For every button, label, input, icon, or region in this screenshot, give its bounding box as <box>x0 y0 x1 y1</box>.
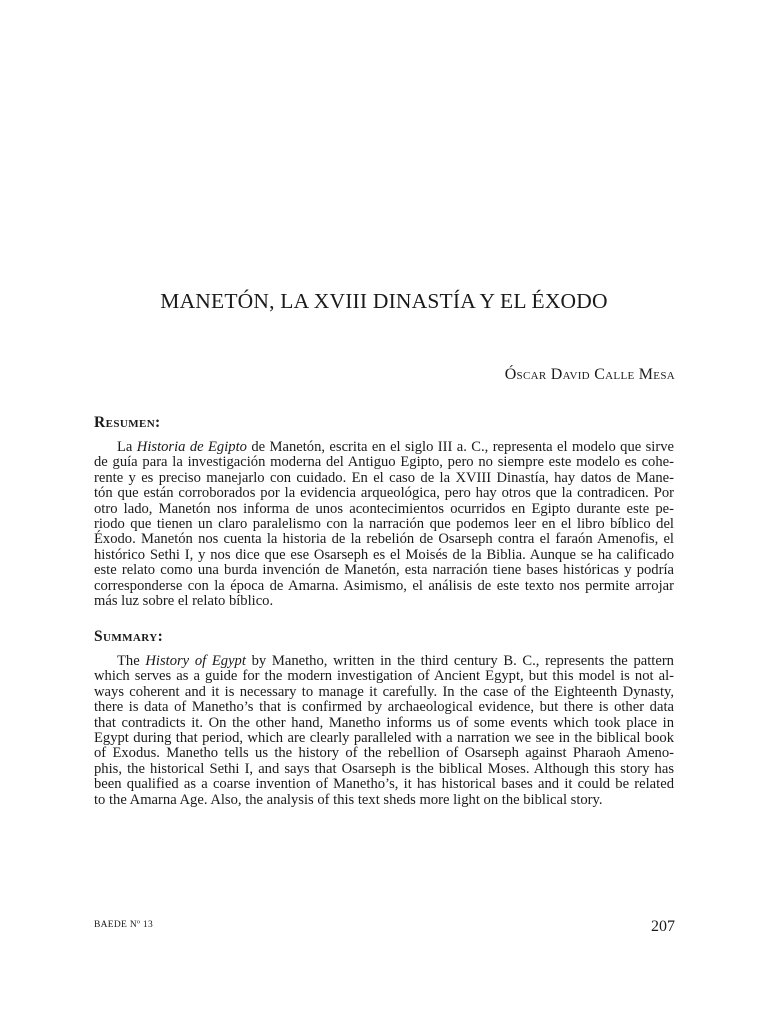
abstract-line: of Exodus. Manetho tells us the history of the rebellion of Osarseph against Pharaoh Ameno- <box>94 745 674 762</box>
abstract-line: riodo que tienen un claro paralelismo con la narración que podemos leer en el libro bíblico del <box>94 516 674 533</box>
abstract-line: rente y es preciso manejarlo con cuidado. En el caso de la XVIII Dinastía, hay datos de Mane- <box>94 469 674 486</box>
abstract-text: La <box>117 439 137 455</box>
abstract-text: de Manetón, escrita en el siglo III a. C., representa el modelo que sirve <box>246 439 674 455</box>
abstract-line: más luz sobre el relato bíblico. <box>94 593 274 610</box>
journal-issue: BAEDE Nº 13 <box>94 920 154 930</box>
abstract-line: este relato como una burda invención de Manetón, esta narración tiene bases históricas y podría <box>94 562 674 579</box>
abstract-text: The <box>117 653 146 669</box>
article-title: MANETÓN, LA XVIII DINASTÍA Y EL ÉXODO <box>160 289 608 313</box>
page-number: 207 <box>651 918 675 935</box>
abstract-line: de guía para la investigación moderna del Antiguo Egipto, pero no siempre este modelo es cohe- <box>94 454 674 471</box>
abstract-line: corresponderse con la época de Amarna. Asimismo, el análisis de este texto nos permite arrojar <box>94 577 674 594</box>
resumen-abstract <box>94 440 674 609</box>
book-title-italic: History of Egypt <box>145 653 246 669</box>
abstract-line: histórico Sethi I, y nos dice que ese Osarseph es el Moisés de la Biblia. Aunque se ha calificado <box>94 546 674 563</box>
book-title-italic: Historia de Egipto <box>136 439 247 455</box>
abstract-text: by Manetho, written in the third century B. C., represents the pattern <box>245 653 674 669</box>
author-name: Óscar David Calle Mesa <box>504 366 675 383</box>
abstract-line: Egypt during that period, which are clearly paralleled with a narration we see in the biblical book <box>94 730 674 747</box>
abstract-line: phis, the historical Sethi I, and says that Osarseph is the biblical Moses. Although this story has <box>94 760 674 777</box>
abstract-line: that contradicts it. On the other hand, Manetho informs us of some events which took place in <box>94 714 674 731</box>
summary-abstract <box>94 654 674 808</box>
summary-heading: Summary: <box>94 628 164 645</box>
abstract-line: ways coherent and it is necessary to manage it carefully. In the case of the Eighteenth Dynasty, <box>94 683 674 700</box>
abstract-line: which serves as a guide for the modern investigation of Ancient Egypt, but this model is not al- <box>94 668 674 685</box>
abstract-line: been qualified as a coarse invention of Manetho’s, it has historical bases and it could be related <box>94 776 674 793</box>
abstract-line <box>94 440 674 455</box>
abstract-line: tón que están corroborados por la evidencia arqueológica, pero hay otros que la contradicen. Por <box>94 485 674 502</box>
abstract-line: otro lado, Manetón nos informa de unos acontecimientos ocurridos en Egipto durante este pe- <box>94 500 674 517</box>
abstract-line: to the Amarna Age. Also, the analysis of this text sheds more light on the biblical story. <box>94 791 603 808</box>
abstract-line: there is data of Manetho’s that is confirmed by archaeological evidence, but there is other data <box>94 699 674 716</box>
abstract-line: Éxodo. Manetón nos cuenta la historia de la rebelión de Osarseph contra el faraón Amenofis, el <box>94 531 674 548</box>
resumen-heading: Resumen: <box>94 414 161 431</box>
abstract-line <box>94 654 674 669</box>
